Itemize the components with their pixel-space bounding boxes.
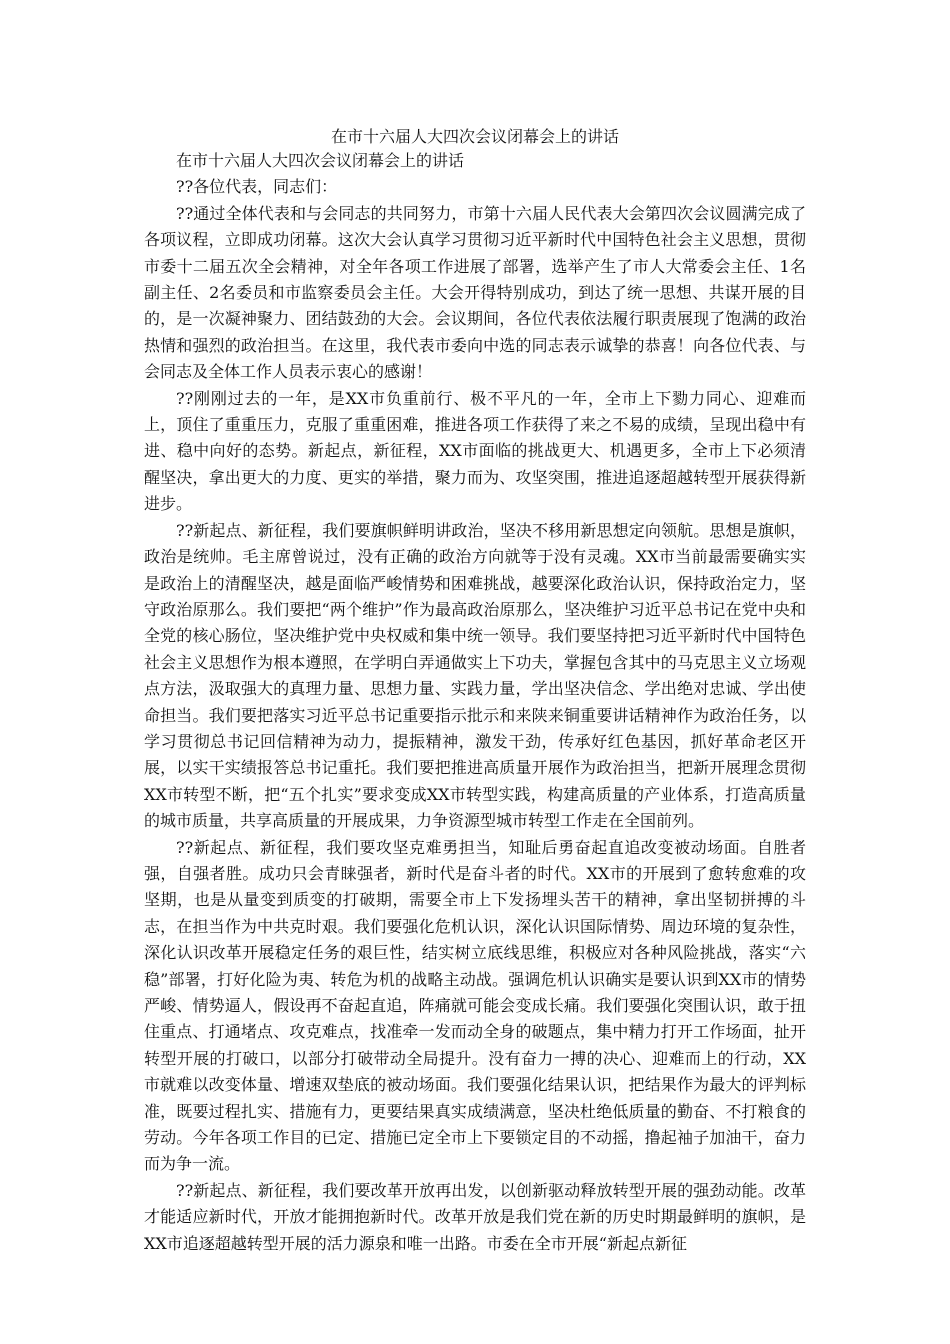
paragraph-salutation: ??各位代表，同志们： xyxy=(176,177,338,197)
paragraph: ??新起点、新征程，我们要旗帜鲜明讲政治，坚决不移用新思想定向领航。思想是旗帜，政治是统帅。毛主席曾说过，没有正确的政治方向就等于没有灵魂。XX市当前最需要确实实是政治上的清醒坚决，越是面临严峻情势和困难挑战，越要深化政治认识，保持政治定力，坚守政治原那么。我们要把“两个维护”作为最高政治原那么，坚决维护习近平总书记在党中央和全党的核心肠位，坚决维护党中央权威和集中统一领导。我们要坚持把习近平新时代中国特色社会主义思想作为根本遵照，在学明白弄通做实上下功夫，掌握包含其中的马克思主义立场观点方法，汲取强大的真理力量、思想力量、实践力量，学出坚决信念、学出绝对忠诚、学出使命担当。我们要把落实习近平总书记重要指示批示和来陕来铜重要讲话精神作为政治任务，以学习贯彻总书记回信精神为动力，提振精神，激发干劲，传承好红色基因，抓好革命老区开展，以实干实绩报答总书记重托。我们要把推进高质量开展作为政治担当，把新开展理念贯彻XX市转型不断，把“五个扎实”要求变成XX市转型实践，构建高质量的产业体系，打造高质量的城市质量，共享高质量的开展成果，力争资源型城市转型工作走在全国前列。 xyxy=(144,520,806,831)
document-body xyxy=(144,148,806,1257)
paragraph: ??刚刚过去的一年，是XX市负重前行、极不平凡的一年，全市上下勠力同心、迎难而上，顶住了重重压力，克服了重重困难，推进各项工作获得了来之不易的成绩，呈现出稳中有进、稳中向好的态势。新起点，新征程，XX市面临的挑战更大、机遇更多，全市上下必须清醒坚决，拿出更大的力度、更实的举措，聚力而为、攻坚突围，推进追逐超越转型开展获得新进步。 xyxy=(144,388,806,514)
paragraph: ??新起点、新征程，我们要攻坚克难勇担当，知耻后勇奋起直追改变被动场面。自胜者强，自强者胜。成功只会青睐强者，新时代是奋斗者的时代。XX市的开展到了愈转愈难的攻坚期，也是从量变到质变的打破期，需要全市上下发扬埋头苦干的精神，拿出坚韧拼搏的斗志，在担当作为中共克时艰。我们要强化危机认识，深化认识国际情势、周边环境的复杂性，深化认识改革开展稳定任务的艰巨性，结实树立底线思维，积极应对各种风险挑战，落实“六稳”部署，打好化险为夷、转危为机的战略主动战。强调危机认识确实是要认识到XX市的情势严峻、情势逼人，假设再不奋起直追，阵痛就可能会变成长痛。我们要强化突围认识，敢于扭住重点、打通堵点、攻克难点，找准牵一发而动全身的破题点，集中精力打开工作场面，扯开转型开展的打破口，以部分打破带动全局提升。没有奋力一搏的决心、迎难而上的行动，XX市就难以改变体量、增速双垫底的被动场面。我们要强化结果认识，把结果作为最大的评判标准，既要过程扎实、措施有力，更要结果真实成绩满意，坚决杜绝低质量的勤奋、不打粮食的劳动。今年各项工作目的已定、措施已定全市上下要锁定目的不动摇，撸起袖子加油干，奋力而为争一流。 xyxy=(144,837,806,1174)
paragraph: ??新起点、新征程，我们要改革开放再出发，以创新驱动释放转型开展的强劲动能。改革才能适应新时代，开放才能拥抱新时代。改革开放是我们党在新的历史时期最鲜明的旗帜，是XX市追逐超越转型开展的活力源泉和唯一出路。市委在全市开展“新起点新征 xyxy=(144,1180,806,1253)
document-title: 在市十六届人大四次会议闭幕会上的讲话 xyxy=(330,127,619,146)
paragraph: ??通过全体代表和与会同志的共同努力，市第十六届人民代表大会第四次会议圆满完成了各项议程，立即成功闭幕。这次大会认真学习贯彻习近平新时代中国特色社会主义思想，贯彻市委十二届五次全会精神，对全年各项工作进展了部署，选举产生了市人大常委会主任、1名副主任、2名委员和市监察委员会主任。大会开得特别成功，到达了统一思想、共谋开展的目的，是一次凝神聚力、团结鼓劲的大会。会议期间，各位代表依法履行职责展现了饱满的政治热情和强烈的政治担当。在这里，我代表市委向中选的同志表示诚挚的恭喜！向各位代表、与会同志及全体工作人员表示衷心的感谢！ xyxy=(144,203,806,382)
paragraph-subtitle: 在市十六届人大四次会议闭幕会上的讲话 xyxy=(176,151,465,170)
